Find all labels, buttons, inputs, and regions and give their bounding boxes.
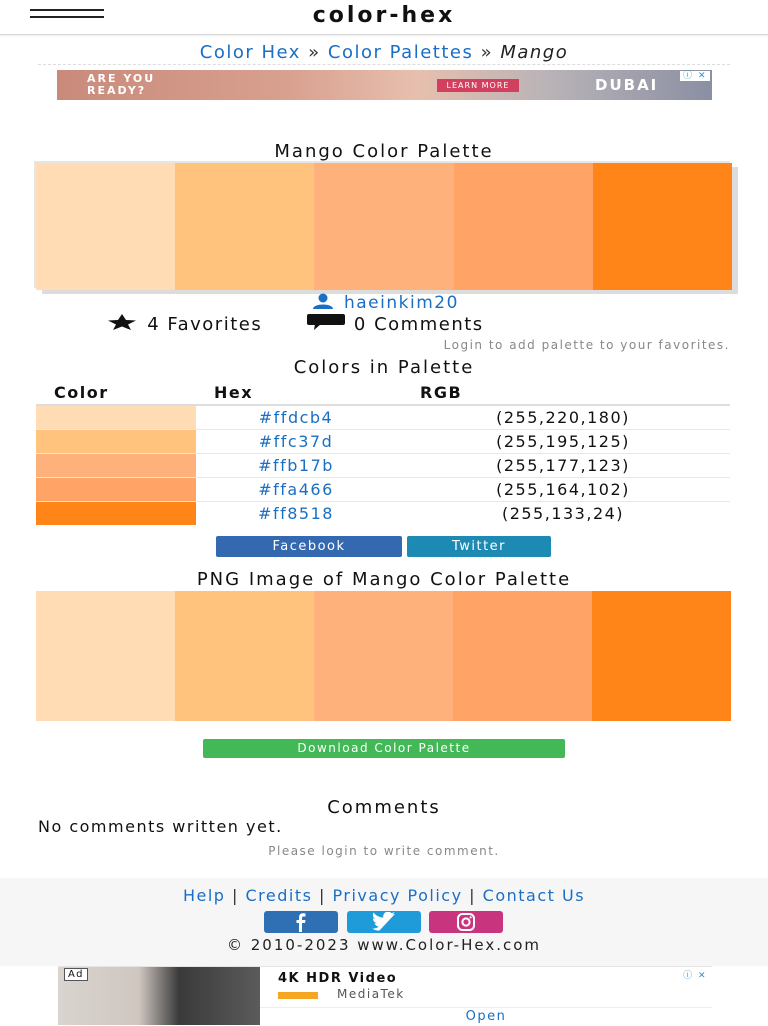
- hex-cell: [196, 502, 396, 526]
- breadcrumb-current: Mango: [500, 42, 569, 63]
- table-row: [36, 502, 730, 526]
- column-header-hex: Hex: [196, 382, 396, 405]
- hex-cell: [196, 478, 396, 502]
- colors-table-title: Colors in Palette: [293, 357, 475, 378]
- palette-title: Mango Color Palette: [274, 141, 494, 162]
- palette-preview: [36, 163, 732, 290]
- favorites-login-note: Login to add palette to your favorites.: [443, 338, 730, 352]
- table-row: [36, 430, 730, 454]
- favorites-count: 4 Favorites: [147, 314, 263, 335]
- breadcrumb-separator: »: [308, 42, 321, 63]
- footer-divider: |: [319, 886, 326, 905]
- ad-learn-more-button[interactable]: LEARN MORE: [437, 79, 519, 92]
- download-palette-button[interactable]: Download Color Palette: [203, 739, 565, 758]
- rgb-cell: (255,195,125): [396, 430, 730, 454]
- top-bar: [0, 0, 768, 35]
- footer-link-contact[interactable]: Contact Us: [482, 886, 586, 905]
- palette-swatch: [453, 591, 592, 721]
- footer-link-privacy[interactable]: Privacy Policy: [332, 886, 463, 905]
- ad-brand-logo: [278, 992, 318, 999]
- breadcrumb-palettes-link[interactable]: Color Palettes: [327, 42, 474, 63]
- footer-link-help[interactable]: Help: [182, 886, 226, 905]
- footer-links: [0, 886, 768, 905]
- facebook-icon[interactable]: [264, 911, 338, 933]
- palette-swatch: [454, 163, 593, 290]
- hex-link[interactable]: #ffa466: [258, 480, 334, 499]
- ad-headline-line: ARE YOU: [87, 72, 156, 85]
- palette-png-image: [36, 591, 731, 721]
- palette-swatch: [592, 591, 731, 721]
- column-header-color: Color: [36, 382, 196, 405]
- color-swatch: [36, 454, 196, 478]
- palette-swatch: [175, 163, 314, 290]
- hex-cell: [196, 430, 396, 454]
- palette-swatch: [175, 591, 314, 721]
- ad-headline: [87, 73, 155, 97]
- comments-count: 0 Comments: [353, 314, 484, 335]
- palette-swatch: [36, 163, 175, 290]
- ad-info-close-icon[interactable]: ⓘ ✕: [680, 968, 710, 981]
- hex-link[interactable]: #ff8518: [258, 504, 334, 523]
- breadcrumb-home-link[interactable]: Color Hex: [199, 42, 301, 63]
- author-link[interactable]: haeinkim20: [343, 293, 459, 313]
- rgb-cell: (255,164,102): [396, 478, 730, 502]
- no-comments-text: No comments written yet.: [38, 817, 283, 836]
- color-swatch: [36, 478, 196, 502]
- twitter-icon[interactable]: [347, 911, 421, 933]
- ad-label: Ad: [64, 968, 88, 981]
- palette-swatch: [36, 591, 175, 721]
- column-header-rgb: RGB: [396, 382, 730, 405]
- ad-title[interactable]: 4K HDR Video: [278, 971, 398, 986]
- bottom-ad-banner[interactable]: [58, 966, 712, 1025]
- breadcrumb-separator: »: [480, 42, 494, 63]
- palette-swatch: [593, 163, 732, 290]
- footer-divider: |: [232, 886, 239, 905]
- hex-cell: [196, 454, 396, 478]
- star-icon[interactable]: [104, 314, 140, 330]
- color-swatch: [36, 405, 196, 430]
- footer-link-credits[interactable]: Credits: [245, 886, 313, 905]
- instagram-icon[interactable]: [429, 911, 503, 933]
- footer-divider: |: [469, 886, 477, 905]
- user-icon: [309, 293, 337, 309]
- comment-icon: [305, 314, 347, 330]
- footer: [0, 878, 768, 966]
- colors-table: [36, 382, 730, 525]
- table-row: [36, 478, 730, 502]
- site-brand[interactable]: color-hex: [312, 3, 456, 28]
- copyright: © 2010-2023 www.Color-Hex.com: [226, 936, 542, 954]
- hex-link[interactable]: #ffb17b: [258, 456, 334, 475]
- twitter-share-button[interactable]: Twitter: [407, 536, 551, 557]
- ad-info-close-icon[interactable]: ⓘ ✕: [680, 71, 710, 81]
- table-row: [36, 405, 730, 430]
- color-swatch: [36, 430, 196, 454]
- palette-swatch: [314, 163, 453, 290]
- palette-stats: [104, 314, 484, 335]
- ad-brand: DUBAI: [595, 76, 659, 94]
- comment-login-note: Please login to write comment.: [268, 844, 500, 858]
- comments-title: Comments: [327, 797, 441, 818]
- facebook-share-button[interactable]: Facebook: [216, 536, 402, 557]
- color-swatch: [36, 502, 196, 526]
- top-ad-banner[interactable]: [57, 70, 712, 100]
- rgb-cell: (255,133,24): [396, 502, 730, 526]
- hex-cell: [196, 405, 396, 430]
- rgb-cell: (255,177,123): [396, 454, 730, 478]
- ad-brand: MediaTek: [337, 987, 405, 1001]
- hex-link[interactable]: #ffc37d: [258, 432, 334, 451]
- palette-swatch: [314, 591, 453, 721]
- ad-open-button[interactable]: Open: [260, 1007, 712, 1026]
- hex-link[interactable]: #ffdcb4: [258, 408, 334, 427]
- breadcrumb: [0, 42, 768, 63]
- palette-author: [0, 293, 768, 313]
- ad-headline-line: READY?: [87, 84, 147, 97]
- png-title: PNG Image of Mango Color Palette: [196, 569, 572, 590]
- rgb-cell: (255,220,180): [396, 405, 730, 430]
- table-row: [36, 454, 730, 478]
- divider: [38, 64, 730, 65]
- ad-image[interactable]: [58, 967, 260, 1025]
